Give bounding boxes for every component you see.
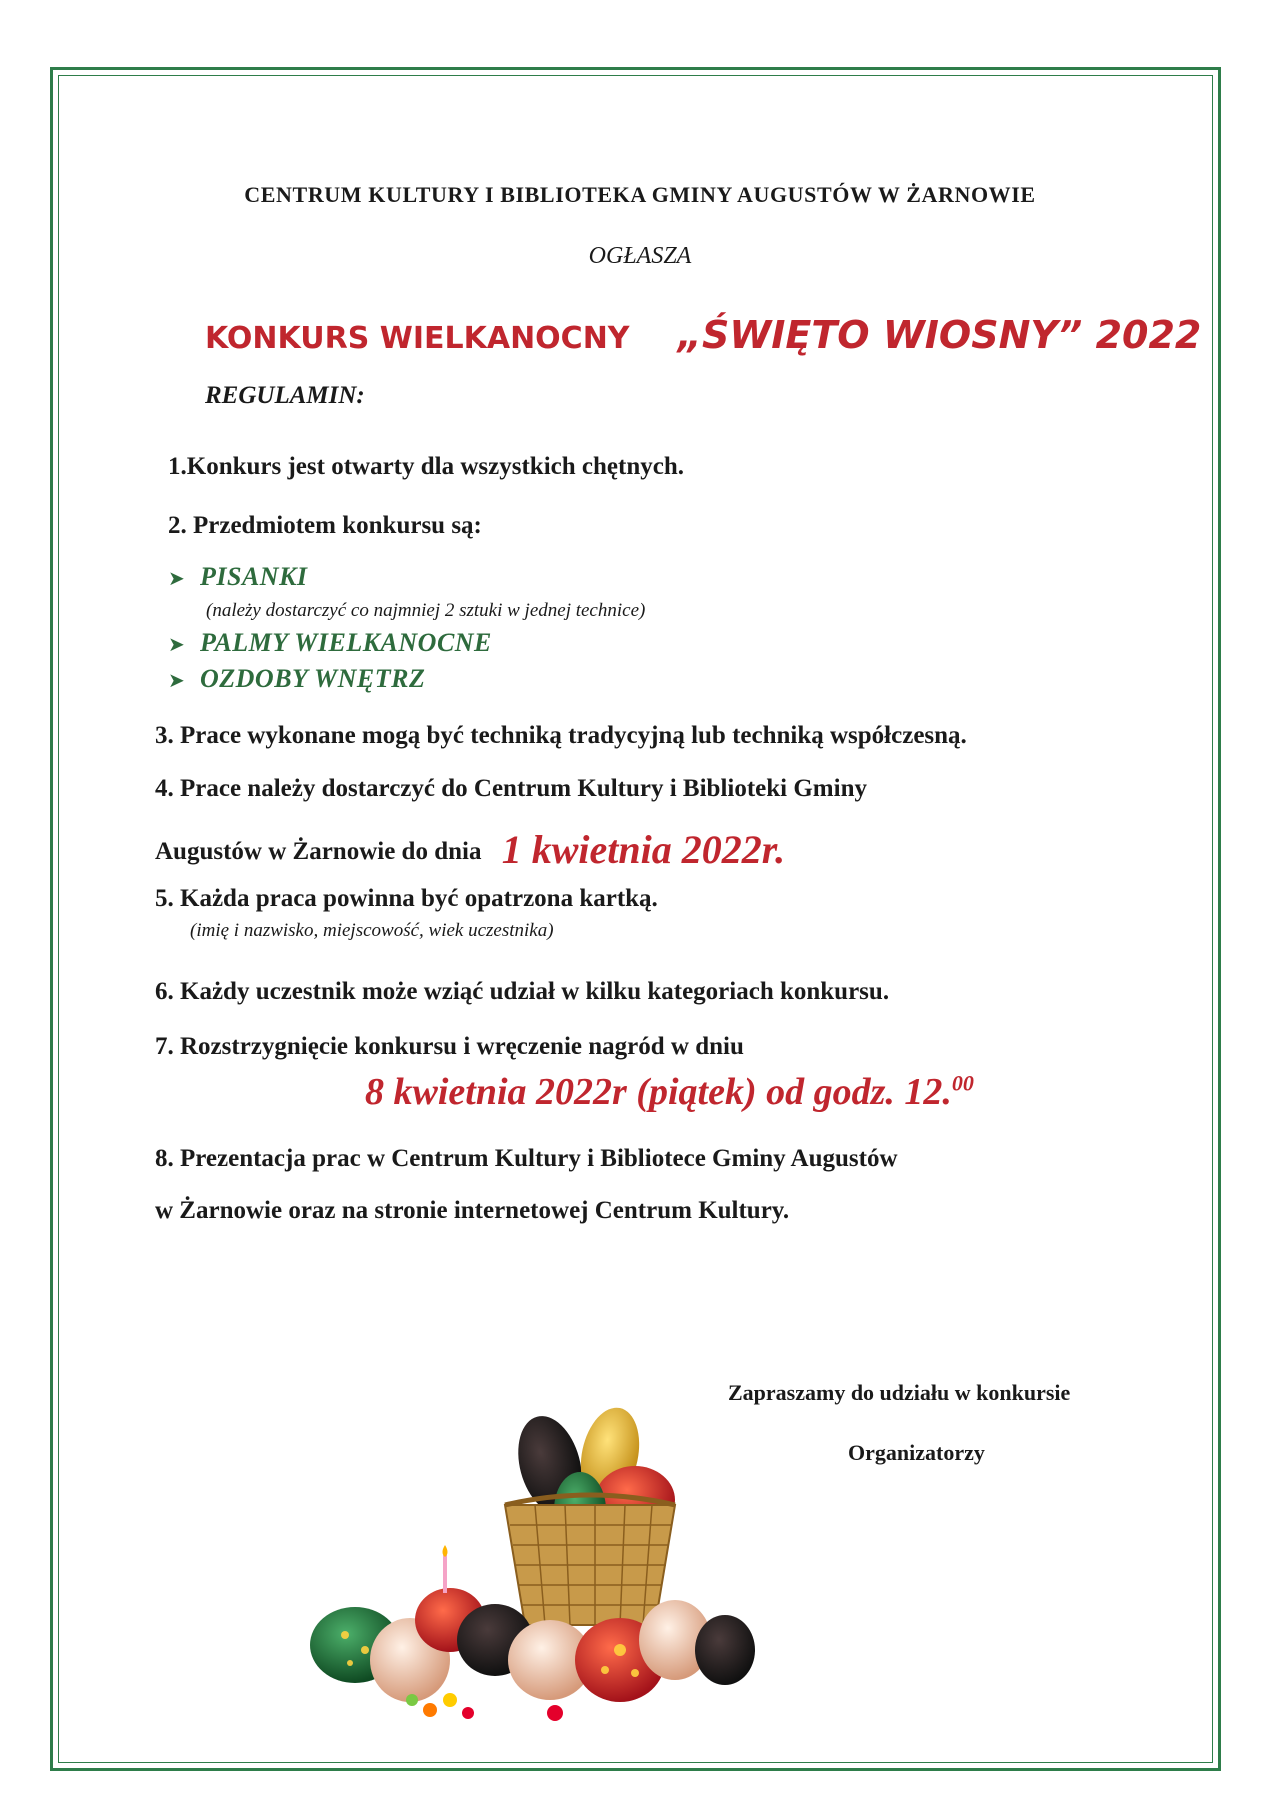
category-note: (należy dostarczyć co najmniej 2 sztuki w jednej technice) <box>206 600 646 621</box>
easter-eggs-basket-illustration <box>300 1395 770 1725</box>
contest-prefix: KONKURS WIELKANOCNY <box>205 321 630 356</box>
category-label: PALMY WIELKANOCNE <box>200 628 492 657</box>
deadline-date: 1 kwietnia 2022r. <box>501 827 786 872</box>
category-label: PISANKI <box>200 562 308 591</box>
rule-1: 1.Konkurs jest otwarty dla wszystkich chętnych. <box>168 453 684 480</box>
rule-4-line-2 <box>155 822 786 872</box>
rule-5: 5. Każda praca powinna być opatrzona kartką. <box>155 885 658 912</box>
arrow-bullet-icon: ➤ <box>168 632 186 656</box>
announces-heading: OGŁASZA <box>588 243 692 269</box>
rule-8-line-1: 8. Prezentacja prac w Centrum Kultury i Bibliotece Gminy Augustów <box>155 1145 898 1172</box>
signature: Organizatorzy <box>848 1440 985 1465</box>
rule-4-line-1: 4. Prace należy dostarczyć do Centrum Kultury i Biblioteki Gminy <box>155 775 867 802</box>
award-date-text: 8 kwietnia 2022r (piątek) od godz. 12. <box>365 1071 952 1113</box>
arrow-bullet-icon: ➤ <box>168 566 186 590</box>
category-pisanki <box>168 562 308 592</box>
award-date <box>365 1070 974 1114</box>
category-palmy <box>168 628 492 658</box>
category-label: OZDOBY WNĘTRZ <box>200 664 426 693</box>
contest-name: „ŚWIĘTO WIOSNY” 2022 <box>677 313 1202 357</box>
rule-8-line-2: w Żarnowie oraz na stronie internetowej Centrum Kultury. <box>155 1197 790 1224</box>
invitation-text: Zapraszamy do udziału w konkursie <box>728 1380 1071 1405</box>
arrow-bullet-icon: ➤ <box>168 668 186 692</box>
category-ozdoby <box>168 664 425 694</box>
organization-title: CENTRUM KULTURY I BIBLIOTEKA GMINY AUGUSTÓW W ŻARNOWIE <box>244 182 1036 207</box>
rule-3: 3. Prace wykonane mogą być techniką tradycyjną lub techniką współczesną. <box>155 722 967 749</box>
regulations-label: REGULAMIN: <box>205 382 365 409</box>
rule-4-text: Augustów w Żarnowie do dnia <box>155 838 482 865</box>
rule-6: 6. Każdy uczestnik może wziąć udział w kilku kategoriach konkursu. <box>155 978 890 1005</box>
award-time-minutes: 00 <box>951 1070 974 1096</box>
contest-title <box>205 313 1201 357</box>
rule-2: 2. Przedmiotem konkursu są: <box>168 512 482 539</box>
rule-5-note: (imię i nazwisko, miejscowość, wiek uczestnika) <box>190 920 554 941</box>
rule-7: 7. Rozstrzygnięcie konkursu i wręczenie nagród w dniu <box>155 1033 744 1060</box>
